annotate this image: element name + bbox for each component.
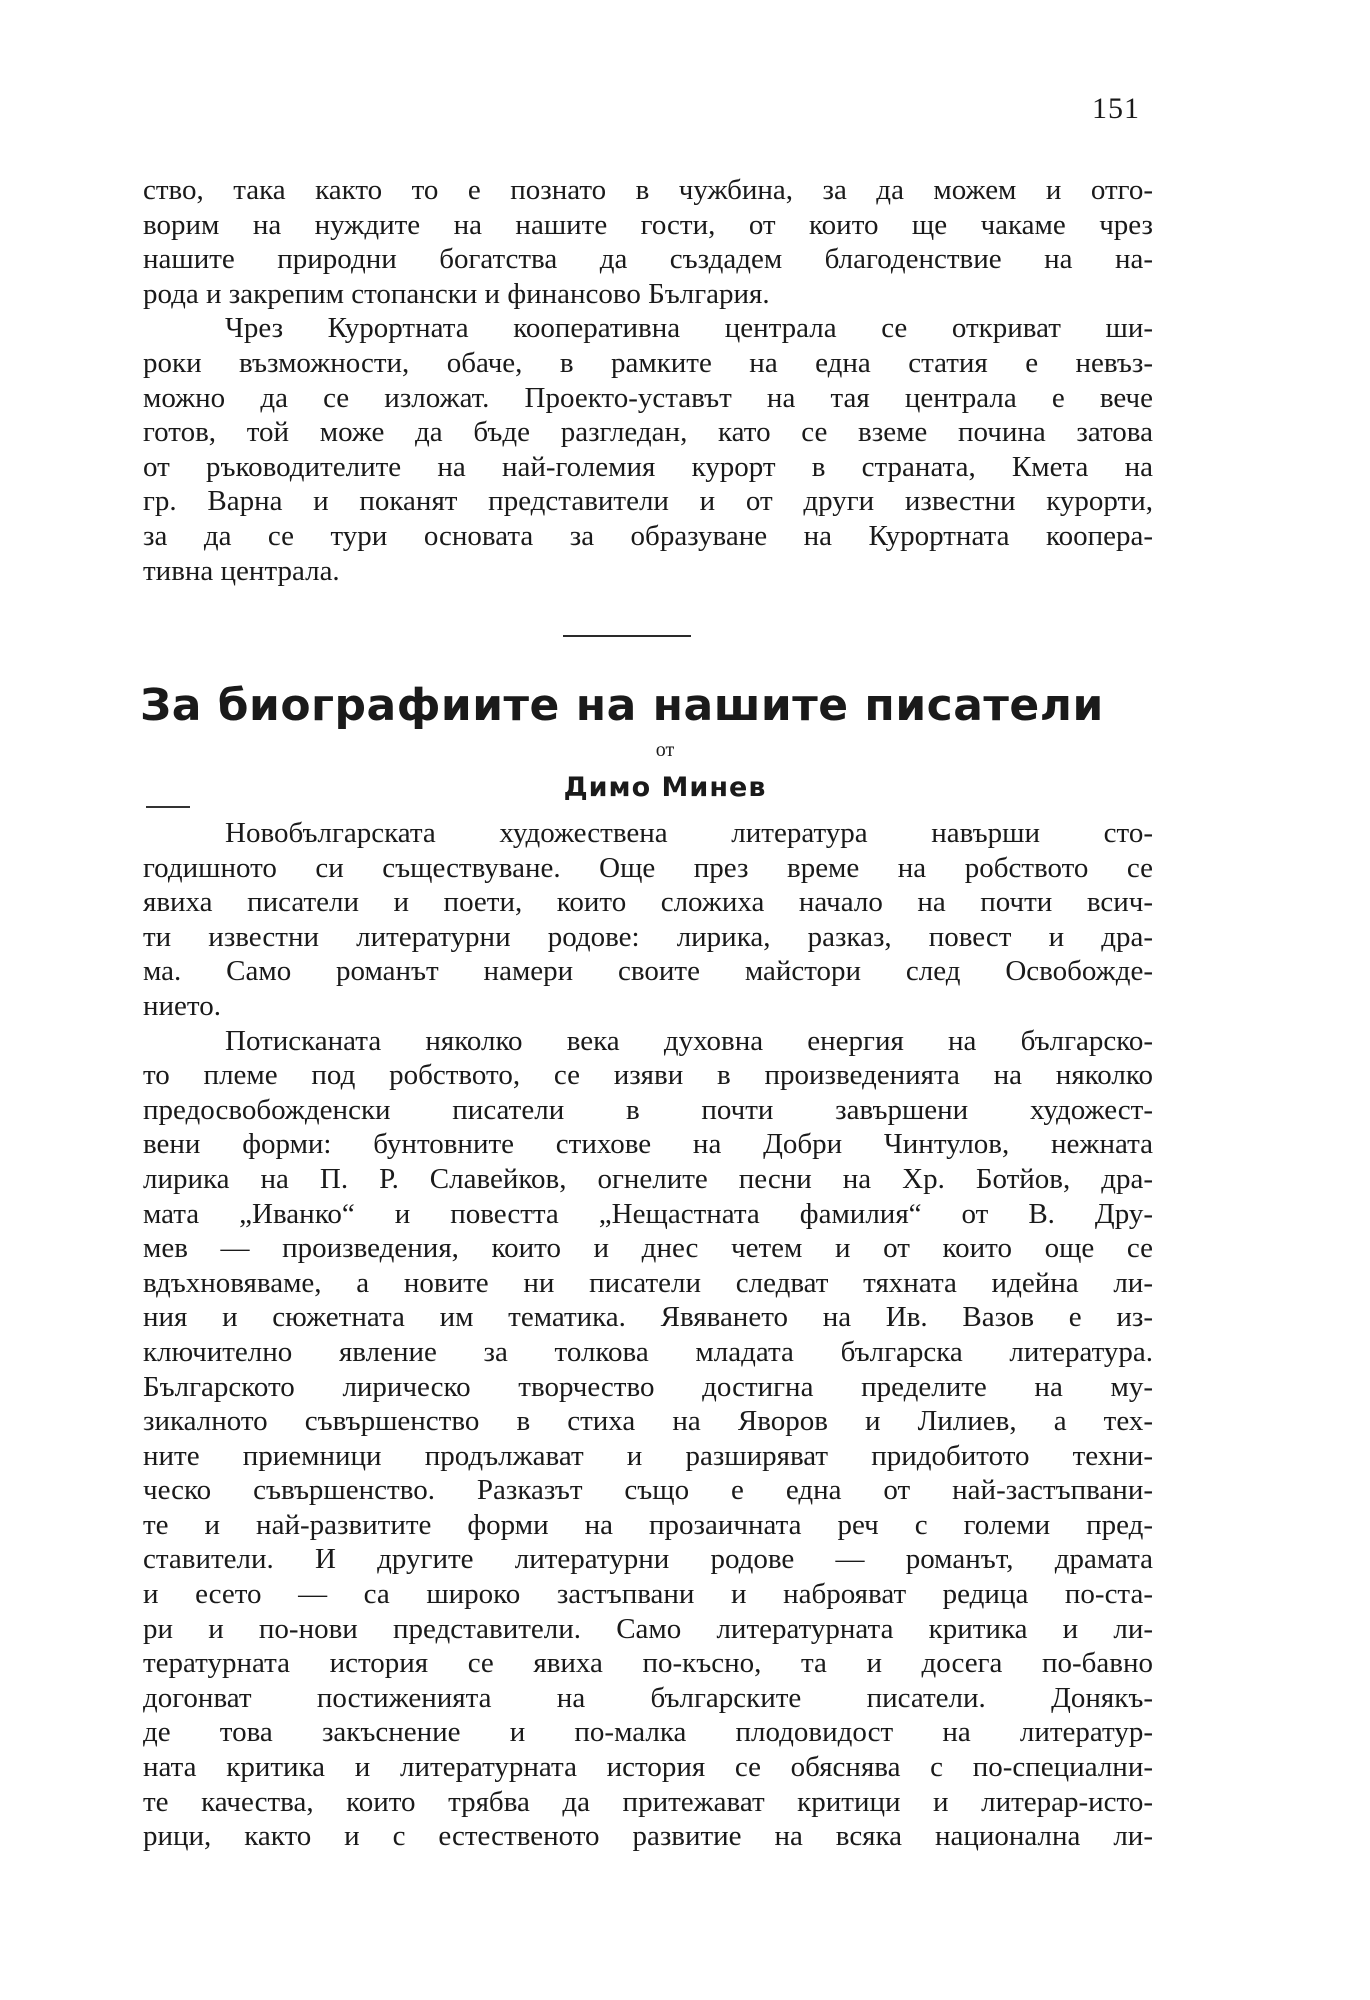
text-line: и есето — са широко застъпвани и наброяват редица по-ста-: [143, 1578, 1153, 1611]
intro-paragraphs: [143, 173, 1153, 588]
text-line: Българското лирическо творчество достигна пределите на му-: [143, 1370, 1153, 1403]
text-line: ворим на нуждите на нашите гости, от които ще чакаме чрез: [143, 208, 1153, 241]
text-line: ставители. И другите литературни родове — романът, драмата: [143, 1543, 1153, 1576]
text-line: роки възможности, обаче, в рамките на една статия е невъз-: [143, 346, 1153, 379]
text-line: то племе под робството, се изяви в произведенията на няколко: [143, 1059, 1153, 1092]
text-line: догонват постиженията на българските писатели. Донякъ-: [143, 1681, 1153, 1714]
text-line: зикалното съвършенство в стиха на Яворов и Лилиев, а тех-: [143, 1405, 1153, 1438]
text-line: гр. Варна и поканят представители и от други известни курорти,: [143, 485, 1153, 518]
article-title: За биографиите на нашите писатели: [140, 680, 1104, 731]
text-line: ство, така както то е познато в чужбина, за да можем и отго-: [143, 174, 1153, 206]
text-line: ри и по-нови представители. Само литературната критика и ли-: [143, 1612, 1153, 1645]
text-line: Новобългарската художествена литература навърши сто-: [225, 817, 1153, 849]
text-line: явиха писатели и поети, които сложиха начало на почти всич-: [143, 886, 1153, 919]
text-line: Чрез Курортната кооперативна централа се откриват ши-: [225, 312, 1153, 345]
text-line: рици, както и с естественото развитие на всяка национална ли-: [143, 1820, 1153, 1853]
text-line: можно да се изложат. Проекто-уставът на тая централа е вече: [143, 381, 1153, 414]
section-separator: [563, 635, 691, 637]
text-line: нашите природни богатства да създадем благоденствие на на-: [143, 243, 1153, 276]
text-line: вдъхновяваме, а новите ни писатели следват тяхната идейна ли-: [143, 1266, 1153, 1299]
text-line: готов, той може да бъде разгледан, като се вземе почина затова: [143, 416, 1153, 449]
text-line: мата „Иванко“ и повестта „Нещастната фамилия“ от В. Дру-: [143, 1197, 1153, 1230]
text-line: ти известни литературни родове: лирика, разказ, повест и дра-: [143, 920, 1153, 953]
text-line: ния и сюжетната им тематика. Явяването на Ив. Вазов е из-: [143, 1301, 1153, 1334]
byline-from: от: [655, 739, 675, 761]
text-line: рода и закрепим стопански и финансово България.: [143, 277, 770, 310]
text-line: за да се тури основата за образуване на Курортната коопера-: [143, 519, 1153, 552]
margin-mark: [146, 806, 190, 808]
text-line: Потисканата няколко века духовна енергия на българско-: [225, 1024, 1153, 1057]
text-line: годишното си съществуване. Още през време на робството се: [143, 851, 1153, 884]
text-line: мев — произведения, които и днес четем и от които още се: [143, 1232, 1153, 1265]
text-line: предосвобожденски писатели в почти завършени художест-: [143, 1093, 1153, 1126]
text-line: ческо съвършенство. Разказът също е една от най-застъпвани-: [143, 1474, 1153, 1507]
article-body: [143, 816, 1153, 1854]
text-line: тивна централа.: [143, 554, 340, 587]
text-line: те и най-развитите форми на прозаичната реч с големи пред-: [143, 1508, 1153, 1541]
text-line: те качества, които трябва да притежават критици и литерар-исто-: [143, 1785, 1153, 1818]
author-name: Димо Минев: [563, 772, 767, 803]
text-line: вени форми: бунтовните стихове на Добри Чинтулов, нежната: [143, 1128, 1153, 1161]
text-line: нието.: [143, 989, 221, 1022]
text-line: лирика на П. Р. Славейков, огнелите песни на Хр. Ботйов, дра-: [143, 1162, 1153, 1195]
text-line: ключително явление за толкова младата българска литература.: [143, 1335, 1153, 1368]
text-line: де това закъснение и по-малка плодовидост на литератур-: [143, 1716, 1153, 1749]
text-line: ните приемници продължават и разширяват придобитото техни-: [143, 1439, 1153, 1472]
text-line: тературната история се явиха по-късно, та и досега по-бавно: [143, 1647, 1153, 1680]
text-line: от ръководителите на най-големия курорт в страната, Кмета на: [143, 450, 1153, 483]
text-line: ната критика и литературната история се обяснява с по-специални-: [143, 1751, 1153, 1784]
page-number: 151: [1092, 92, 1140, 125]
text-line: ма. Само романът намери своите майстори след Освобожде-: [143, 955, 1153, 988]
